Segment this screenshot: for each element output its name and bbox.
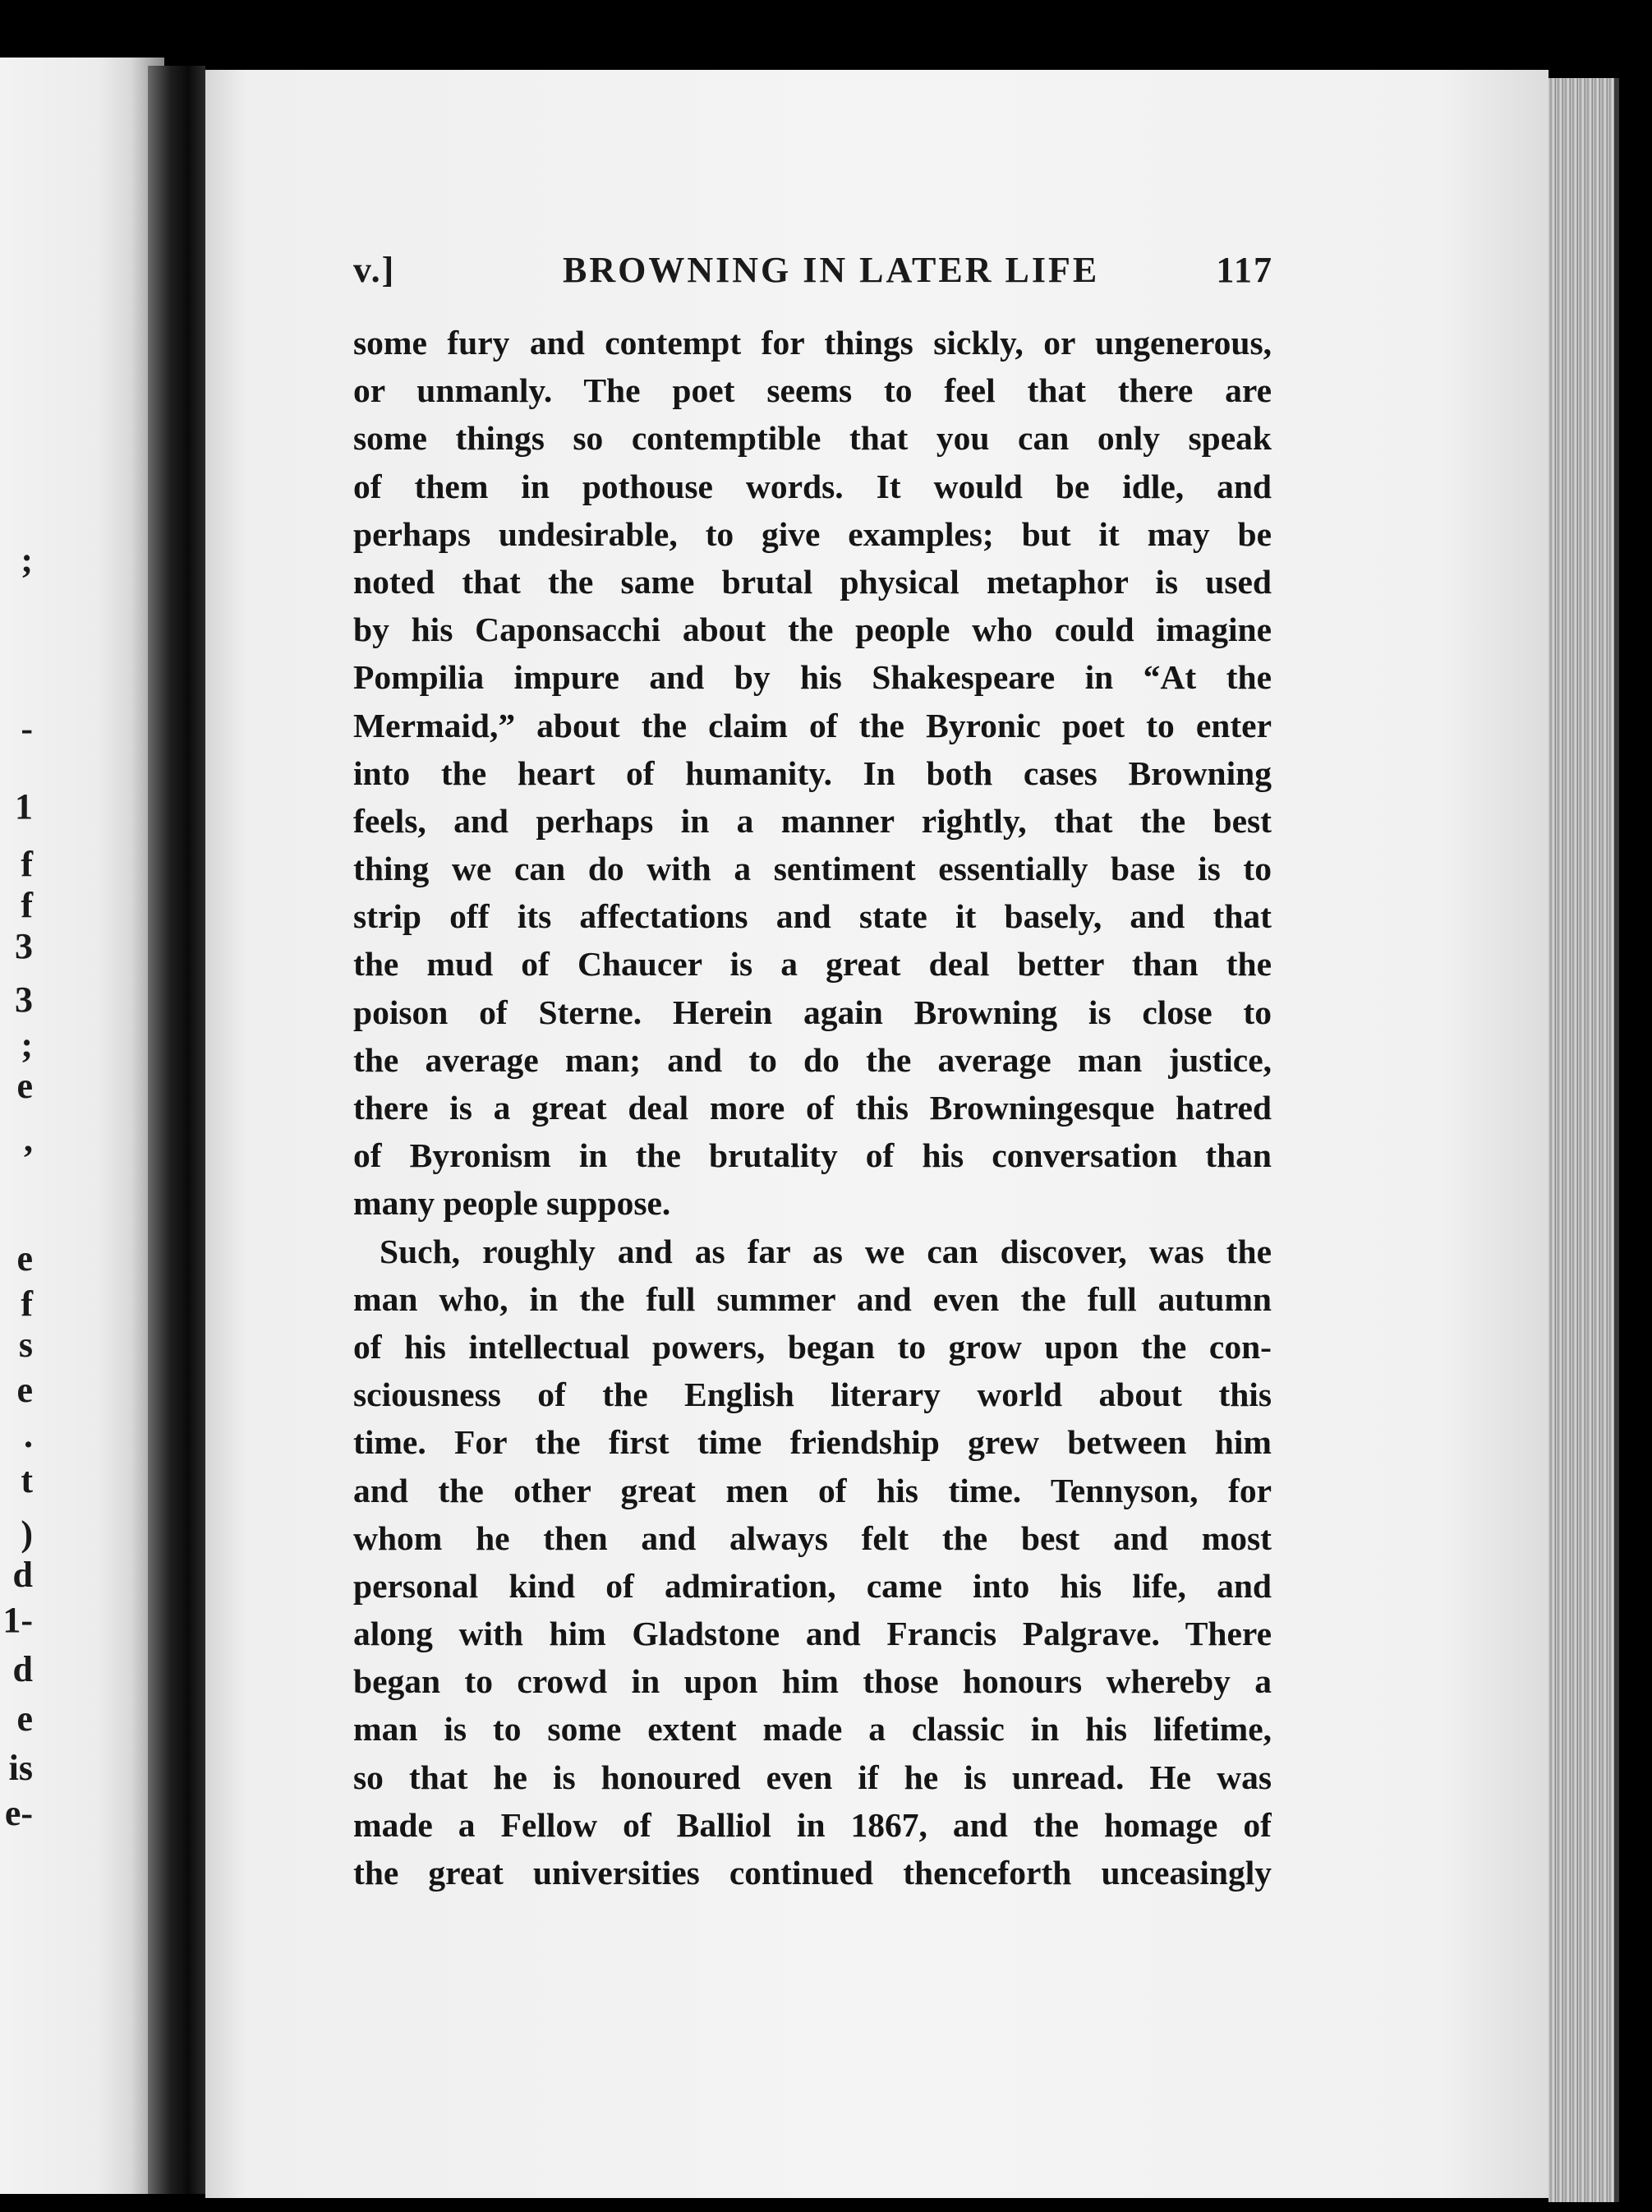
left-page-fragment: f bbox=[21, 844, 33, 884]
text-line: strip off its affectations and state it basely, and that bbox=[353, 897, 1272, 936]
left-page-fragment: d bbox=[12, 1555, 33, 1595]
book-gutter bbox=[148, 66, 205, 2194]
left-page-fragment: 1- bbox=[2, 1600, 33, 1640]
left-page-fragment: ; bbox=[21, 1025, 33, 1065]
left-page-fragment: e bbox=[16, 1698, 33, 1739]
text-line: into the heart of humanity. In both cases Browning bbox=[353, 753, 1272, 792]
left-page-fragment: e bbox=[16, 1066, 33, 1106]
left-page-fragment: 1 bbox=[15, 786, 33, 827]
page-edges bbox=[1548, 78, 1619, 2202]
left-page-fragment: s bbox=[18, 1325, 33, 1365]
text-line: of Byronism in the brutality of his conversation than bbox=[353, 1136, 1272, 1175]
left-page-fragment: ; bbox=[21, 540, 33, 580]
text-line: noted that the same brutal physical metaphor is used bbox=[353, 562, 1272, 601]
left-page-fragment: t bbox=[21, 1460, 33, 1500]
text-line: personal kind of admiration, came into his life, and bbox=[353, 1566, 1272, 1605]
text-line: so that he is honoured even if he is unread. He was bbox=[353, 1758, 1272, 1796]
text-line: some things so contemptible that you can only speak bbox=[353, 419, 1272, 458]
text-line: whom he then and always felt the best and most bbox=[353, 1518, 1272, 1557]
chapter-marker: v.] bbox=[353, 250, 396, 290]
text-line: many people suppose. bbox=[353, 1184, 671, 1223]
left-page-fragment: - bbox=[21, 708, 33, 749]
text-line: and the other great men of his time. Tennyson, for bbox=[353, 1471, 1272, 1509]
left-page-fragment: is bbox=[8, 1748, 33, 1788]
text-line: began to crowd in upon him those honours whereby a bbox=[353, 1662, 1272, 1701]
text-line: Pompilia impure and by his Shakespeare in “At the bbox=[353, 658, 1272, 697]
left-page-fragment: ) bbox=[21, 1514, 33, 1554]
text-line: sciousness of the English literary world about this bbox=[353, 1376, 1272, 1414]
text-line: Mermaid,” about the claim of the Byronic poet to enter bbox=[353, 706, 1272, 744]
left-page-fragment: e bbox=[16, 1370, 33, 1410]
text-line: the great universities continued thenceforth unceasingly bbox=[353, 1854, 1272, 1892]
text-line: Such, roughly and as far as we can discover, was the bbox=[380, 1232, 1272, 1270]
left-page-fragment: . bbox=[24, 1415, 33, 1455]
text-line: man who, in the full summer and even the full autumn bbox=[353, 1279, 1272, 1318]
left-page-fragment: e bbox=[16, 1238, 33, 1279]
text-line: poison of Sterne. Herein again Browning is close to bbox=[353, 993, 1272, 1031]
text-line: feels, and perhaps in a manner rightly, that the best bbox=[353, 801, 1272, 840]
text-line: some fury and contempt for things sickly, or ungenerous, bbox=[353, 324, 1272, 362]
text-line: of his intellectual powers, began to grow upon the con- bbox=[353, 1327, 1272, 1366]
text-line: man is to some extent made a classic in his lifetime, bbox=[353, 1710, 1272, 1749]
page-number: 117 bbox=[1216, 250, 1273, 290]
text-line: time. For the first time friendship grew between him bbox=[353, 1423, 1272, 1462]
text-line: or unmanly. The poet seems to feel that there are bbox=[353, 371, 1272, 410]
body-text bbox=[353, 319, 1272, 1896]
text-line: along with him Gladstone and Francis Palgrave. There bbox=[353, 1615, 1272, 1653]
text-line: of them in pothouse words. It would be idle, and bbox=[353, 467, 1272, 505]
left-page-fragment: 3 bbox=[15, 979, 33, 1020]
left-page-fragment: 3 bbox=[15, 926, 33, 966]
running-header bbox=[353, 249, 1273, 298]
text-line: thing we can do with a sentiment essentially base is to bbox=[353, 850, 1272, 888]
left-page-fragment: , bbox=[24, 1119, 33, 1159]
text-line: the average man; and to do the average man justice, bbox=[353, 1040, 1272, 1079]
text-line: made a Fellow of Balliol in 1867, and the homage of bbox=[353, 1805, 1272, 1844]
running-title: BROWNING IN LATER LIFE bbox=[563, 250, 1100, 290]
text-line: by his Caponsacchi about the people who could imagine bbox=[353, 611, 1272, 649]
left-page-fragment: f bbox=[21, 885, 33, 925]
left-page-fragment: f bbox=[21, 1283, 33, 1324]
text-line: the mud of Chaucer is a great deal better than the bbox=[353, 945, 1272, 984]
text-line: there is a great deal more of this Browningesque hatred bbox=[353, 1089, 1272, 1127]
text-line: perhaps undesirable, to give examples; but it may be bbox=[353, 514, 1272, 553]
left-page-fragment: d bbox=[12, 1649, 33, 1689]
left-page-fragment: e- bbox=[4, 1793, 33, 1833]
